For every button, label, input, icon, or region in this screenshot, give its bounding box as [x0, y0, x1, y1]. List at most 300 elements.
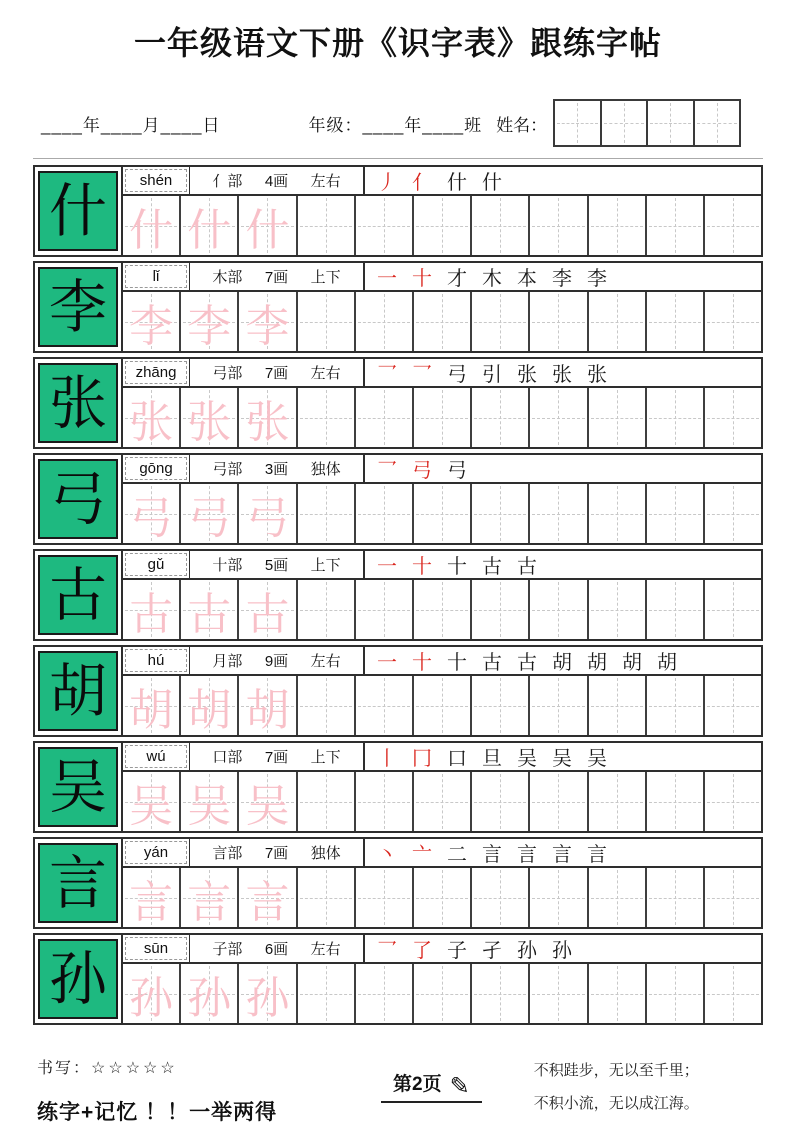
- practice-cell: [296, 964, 354, 1023]
- practice-cell: [412, 292, 470, 351]
- practice-cell: [123, 772, 179, 831]
- stroke-step: 吴: [552, 748, 572, 770]
- pinyin: zhāng: [135, 364, 177, 381]
- name-grid-cell: [693, 101, 740, 145]
- practice-cell: [354, 772, 412, 831]
- character-box-green: [38, 267, 118, 347]
- traced-character: 胡: [245, 684, 290, 736]
- row-right: [121, 359, 761, 447]
- traced-character: 李: [245, 300, 290, 352]
- name-grid-cell: [555, 101, 600, 145]
- row-info-bar: [123, 455, 761, 484]
- character-row: [33, 261, 763, 353]
- practice-cell: [412, 388, 470, 447]
- traced-character: 吴: [245, 780, 290, 832]
- character-box-green: [38, 171, 118, 251]
- stroke-step: 弓: [412, 460, 432, 482]
- practice-cell: [123, 484, 179, 543]
- stroke-step: 十: [412, 268, 432, 290]
- radical-cell: [189, 551, 365, 578]
- target-character: 孙: [48, 945, 107, 1013]
- traced-character: 言: [129, 876, 174, 928]
- character-row: [33, 933, 763, 1025]
- row-right: [121, 551, 761, 639]
- structure-type: 独体: [310, 845, 341, 862]
- row-info-bar: [123, 167, 761, 196]
- character-row: [33, 453, 763, 545]
- stroke-step: 言: [552, 844, 572, 866]
- radical-cell: [189, 455, 365, 482]
- stroke-step: 吴: [587, 748, 607, 770]
- page-title: 一年级语文下册《识字表》跟练字帖: [133, 25, 662, 61]
- pinyin-cell: [125, 361, 187, 384]
- stroke-count: 7画: [264, 269, 289, 286]
- rating-stars: ☆☆☆☆☆: [91, 1060, 178, 1077]
- practice-cell: [645, 772, 703, 831]
- pinyin: gǔ: [147, 556, 165, 573]
- traced-character: 孙: [129, 972, 174, 1024]
- stroke-step: 亻: [412, 172, 432, 194]
- practice-cell: [123, 580, 179, 639]
- practice-cell: [123, 868, 179, 927]
- practice-cell: [645, 964, 703, 1023]
- row-right: [121, 839, 761, 927]
- pinyin: yán: [143, 844, 169, 861]
- practice-cell: [645, 196, 703, 255]
- practice-cell: [412, 868, 470, 927]
- grade-class-blanks: 年级：____年____班: [308, 115, 483, 135]
- stroke-step: 胡: [587, 652, 607, 674]
- stroke-step: 旦: [482, 748, 502, 770]
- character-box-green: [38, 939, 118, 1019]
- stroke-step: 本: [517, 268, 537, 290]
- character-box-green: [38, 363, 118, 443]
- stroke-step: 亠: [412, 844, 432, 866]
- radical: 言部: [212, 845, 243, 862]
- stroke-sequence: [365, 263, 761, 290]
- practice-cell: [354, 196, 412, 255]
- practice-cell: [412, 484, 470, 543]
- structure-type: 上下: [310, 749, 341, 766]
- target-character: 古: [48, 561, 107, 629]
- practice-cell: [470, 868, 528, 927]
- traced-character: 胡: [187, 684, 232, 736]
- practice-cell: [179, 868, 237, 927]
- row-right: [121, 647, 761, 735]
- practice-row: [123, 964, 761, 1023]
- practice-cell: [587, 196, 645, 255]
- pen-icon: ✎: [449, 1072, 470, 1100]
- traced-character: 弓: [129, 492, 174, 544]
- stroke-count: 3画: [264, 461, 289, 478]
- traced-character: 言: [245, 876, 290, 928]
- pinyin-cell: [125, 265, 187, 288]
- stroke-step: 李: [552, 268, 572, 290]
- name-label: 姓名：: [496, 115, 548, 135]
- practice-cell: [296, 868, 354, 927]
- stroke-step: 乛: [377, 364, 397, 386]
- stroke-step: 丶: [377, 844, 397, 866]
- practice-row: [123, 676, 761, 735]
- slogan: 练字+记忆 ！！一举两得: [37, 1101, 278, 1122]
- stroke-step: 孑: [482, 940, 502, 962]
- practice-cell: [354, 868, 412, 927]
- practice-cell: [703, 484, 761, 543]
- date-blanks: ____年____月____日: [41, 115, 221, 135]
- page-indicator: [381, 1069, 482, 1103]
- target-character: 什: [48, 177, 107, 245]
- motto-line-1: 不积跬步，无以至千里；: [533, 1063, 699, 1079]
- stroke-step: 言: [482, 844, 502, 866]
- stroke-step: 胡: [657, 652, 677, 674]
- practice-cell: [528, 868, 586, 927]
- practice-cell: [645, 580, 703, 639]
- traced-character: 吴: [187, 780, 232, 832]
- practice-cell: [237, 964, 295, 1023]
- practice-cell: [470, 772, 528, 831]
- rows: [33, 165, 763, 1025]
- character-row: [33, 357, 763, 449]
- row-right: [121, 263, 761, 351]
- radical-cell: [189, 359, 365, 386]
- target-character: 弓: [48, 465, 107, 533]
- practice-cell: [645, 868, 703, 927]
- stroke-step: 冂: [412, 748, 432, 770]
- practice-cell: [354, 388, 412, 447]
- practice-cell: [179, 772, 237, 831]
- practice-cell: [354, 484, 412, 543]
- practice-cell: [587, 868, 645, 927]
- pinyin-cell: [125, 841, 187, 864]
- row-info-bar: [123, 263, 761, 292]
- practice-cell: [296, 580, 354, 639]
- practice-cell: [412, 772, 470, 831]
- character-row: [33, 645, 763, 737]
- character-box: [35, 839, 121, 927]
- target-character: 胡: [48, 657, 107, 725]
- practice-cell: [123, 292, 179, 351]
- structure-type: 独体: [310, 461, 341, 478]
- pinyin-cell: [125, 937, 187, 960]
- practice-row: [123, 196, 761, 255]
- practice-cell: [703, 676, 761, 735]
- practice-cell: [237, 292, 295, 351]
- radical-cell: [189, 647, 365, 674]
- stroke-step: 言: [517, 844, 537, 866]
- practice-row: [123, 868, 761, 927]
- traced-character: 什: [129, 204, 174, 256]
- stroke-count: 7画: [264, 749, 289, 766]
- practice-cell: [470, 196, 528, 255]
- practice-cell: [528, 676, 586, 735]
- practice-cell: [470, 388, 528, 447]
- stroke-step: 引: [482, 364, 502, 386]
- pinyin: shén: [139, 172, 173, 189]
- radical-cell: [189, 935, 365, 962]
- row-right: [121, 455, 761, 543]
- stroke-sequence: [365, 359, 761, 386]
- structure-type: 左右: [310, 653, 341, 670]
- traced-character: 张: [187, 396, 232, 448]
- row-info-bar: [123, 743, 761, 772]
- practice-cell: [587, 772, 645, 831]
- name-grid-cell: [600, 101, 647, 145]
- stroke-step: 一: [377, 556, 397, 578]
- motto: [534, 1055, 699, 1121]
- row-right: [121, 743, 761, 831]
- rating-line: [37, 1055, 353, 1078]
- radical-cell: [189, 839, 365, 866]
- radical: 木部: [212, 269, 243, 286]
- row-info-bar: [123, 647, 761, 676]
- practice-cell: [179, 484, 237, 543]
- practice-cell: [179, 292, 237, 351]
- practice-cell: [354, 292, 412, 351]
- pinyin: sūn: [143, 940, 169, 957]
- stroke-step: 张: [587, 364, 607, 386]
- practice-cell: [123, 196, 179, 255]
- pinyin-cell: [125, 745, 187, 768]
- stroke-step: 孙: [517, 940, 537, 962]
- stroke-step: 孙: [552, 940, 572, 962]
- radical: 口部: [212, 749, 243, 766]
- practice-cell: [296, 676, 354, 735]
- practice-cell: [296, 484, 354, 543]
- stroke-count: 5画: [264, 557, 289, 574]
- row-right: [121, 167, 761, 255]
- pinyin: gōng: [139, 460, 173, 477]
- practice-cell: [703, 292, 761, 351]
- structure-type: 左右: [310, 365, 341, 382]
- practice-cell: [237, 868, 295, 927]
- target-character: 言: [48, 849, 107, 917]
- character-box-green: [38, 459, 118, 539]
- character-box: [35, 743, 121, 831]
- stroke-step: 十: [412, 556, 432, 578]
- stroke-step: 胡: [552, 652, 572, 674]
- practice-row: [123, 772, 761, 831]
- practice-cell: [412, 196, 470, 255]
- stroke-count: 7画: [264, 845, 289, 862]
- stroke-step: 言: [587, 844, 607, 866]
- practice-cell: [528, 964, 586, 1023]
- traced-character: 张: [245, 396, 290, 448]
- stroke-step: 胡: [622, 652, 642, 674]
- traced-character: 古: [129, 588, 174, 640]
- stroke-step: 口: [447, 748, 467, 770]
- practice-cell: [296, 772, 354, 831]
- practice-cell: [528, 196, 586, 255]
- stroke-step: 十: [412, 652, 432, 674]
- stroke-step: 乛: [377, 460, 397, 482]
- traced-character: 李: [187, 300, 232, 352]
- practice-cell: [179, 388, 237, 447]
- stroke-step: 弓: [447, 364, 467, 386]
- traced-character: 弓: [187, 492, 232, 544]
- pinyin-cell: [125, 649, 187, 672]
- practice-cell: [412, 964, 470, 1023]
- practice-cell: [179, 196, 237, 255]
- practice-cell: [528, 580, 586, 639]
- practice-cell: [123, 388, 179, 447]
- practice-cell: [587, 484, 645, 543]
- traced-character: 李: [129, 300, 174, 352]
- target-character: 吴: [48, 753, 107, 821]
- stroke-step: 吴: [517, 748, 537, 770]
- stroke-step: 十: [447, 556, 467, 578]
- practice-cell: [645, 676, 703, 735]
- practice-cell: [354, 580, 412, 639]
- pinyin: lǐ: [152, 268, 160, 285]
- character-box-green: [38, 651, 118, 731]
- practice-cell: [703, 580, 761, 639]
- traced-character: 孙: [187, 972, 232, 1024]
- practice-cell: [703, 964, 761, 1023]
- radical-cell: [189, 167, 365, 194]
- stroke-count: 9画: [264, 653, 289, 670]
- practice-cell: [237, 196, 295, 255]
- stroke-step: 古: [517, 556, 537, 578]
- stroke-step: 什: [482, 172, 502, 194]
- radical: 子部: [212, 941, 243, 958]
- practice-cell: [179, 676, 237, 735]
- stroke-step: 李: [587, 268, 607, 290]
- practice-cell: [296, 388, 354, 447]
- practice-cell: [587, 964, 645, 1023]
- pinyin-cell: [125, 169, 187, 192]
- motto-line-2: 不积小流，无以成江海。: [533, 1096, 699, 1112]
- practice-cell: [354, 676, 412, 735]
- stroke-step: 十: [447, 652, 467, 674]
- practice-cell: [587, 292, 645, 351]
- structure-type: 上下: [310, 557, 341, 574]
- practice-cell: [587, 388, 645, 447]
- stroke-step: 子: [447, 940, 467, 962]
- name-grid-cell: [646, 101, 693, 145]
- practice-cell: [412, 676, 470, 735]
- pinyin-cell: [125, 553, 187, 576]
- character-box-green: [38, 843, 118, 923]
- traced-character: 孙: [245, 972, 290, 1024]
- stroke-step: 古: [482, 556, 502, 578]
- stroke-step: 二: [447, 844, 467, 866]
- name-grid: [553, 99, 741, 147]
- character-box: [35, 935, 121, 1023]
- practice-cell: [470, 580, 528, 639]
- practice-cell: [703, 868, 761, 927]
- character-box: [35, 359, 121, 447]
- pinyin: hú: [147, 652, 165, 669]
- character-box: [35, 647, 121, 735]
- target-character: 李: [48, 273, 107, 341]
- stroke-step: 丿: [377, 172, 397, 194]
- practice-cell: [470, 676, 528, 735]
- practice-cell: [587, 676, 645, 735]
- traced-character: 言: [187, 876, 232, 928]
- traced-character: 古: [187, 588, 232, 640]
- practice-cell: [528, 772, 586, 831]
- traced-character: 古: [245, 588, 290, 640]
- stroke-sequence: [365, 455, 761, 482]
- stroke-step: 了: [412, 940, 432, 962]
- target-character: 张: [48, 369, 107, 437]
- practice-cell: [470, 484, 528, 543]
- character-box: [35, 167, 121, 255]
- practice-cell: [645, 484, 703, 543]
- radical: 月部: [212, 653, 243, 670]
- stroke-sequence: [365, 551, 761, 578]
- character-row: [33, 837, 763, 929]
- practice-cell: [179, 964, 237, 1023]
- practice-row: [123, 292, 761, 351]
- structure-type: 左右: [310, 941, 341, 958]
- stroke-step: 张: [517, 364, 537, 386]
- radical: 弓部: [212, 461, 243, 478]
- stroke-sequence: [365, 839, 761, 866]
- pinyin-cell: [125, 457, 187, 480]
- row-right: [121, 935, 761, 1023]
- practice-cell: [354, 964, 412, 1023]
- stroke-count: 6画: [264, 941, 289, 958]
- practice-cell: [528, 292, 586, 351]
- practice-cell: [296, 196, 354, 255]
- character-box-green: [38, 747, 118, 827]
- practice-cell: [587, 580, 645, 639]
- practice-cell: [470, 292, 528, 351]
- practice-row: [123, 580, 761, 639]
- stroke-step: 古: [517, 652, 537, 674]
- practice-cell: [296, 292, 354, 351]
- footer-left: [33, 1055, 353, 1122]
- traced-character: 胡: [129, 684, 174, 736]
- info-line: [33, 98, 763, 148]
- practice-row: [123, 484, 761, 543]
- practice-cell: [645, 292, 703, 351]
- practice-cell: [703, 388, 761, 447]
- stroke-step: 木: [482, 268, 502, 290]
- header-divider: [33, 158, 763, 159]
- stroke-count: 7画: [264, 365, 289, 382]
- structure-type: 上下: [310, 269, 341, 286]
- row-info-bar: [123, 839, 761, 868]
- practice-cell: [237, 388, 295, 447]
- stroke-step: 才: [447, 268, 467, 290]
- radical: 十部: [212, 557, 243, 574]
- row-info-bar: [123, 359, 761, 388]
- character-row: [33, 165, 763, 257]
- stroke-step: 弓: [447, 460, 467, 482]
- practice-cell: [528, 388, 586, 447]
- pinyin: wú: [146, 748, 166, 765]
- radical-cell: [189, 263, 365, 290]
- practice-cell: [645, 388, 703, 447]
- stroke-step: 丨: [377, 748, 397, 770]
- character-box: [35, 455, 121, 543]
- footer: [33, 1055, 763, 1122]
- practice-cell: [123, 964, 179, 1023]
- stroke-step: 一: [377, 268, 397, 290]
- practice-cell: [470, 964, 528, 1023]
- row-info-bar: [123, 551, 761, 580]
- character-row: [33, 741, 763, 833]
- stroke-sequence: [365, 935, 761, 962]
- practice-cell: [703, 196, 761, 255]
- stroke-step: 乛: [377, 940, 397, 962]
- stroke-step: 古: [482, 652, 502, 674]
- traced-character: 弓: [245, 492, 290, 544]
- character-row: [33, 549, 763, 641]
- stroke-step: 乛: [412, 364, 432, 386]
